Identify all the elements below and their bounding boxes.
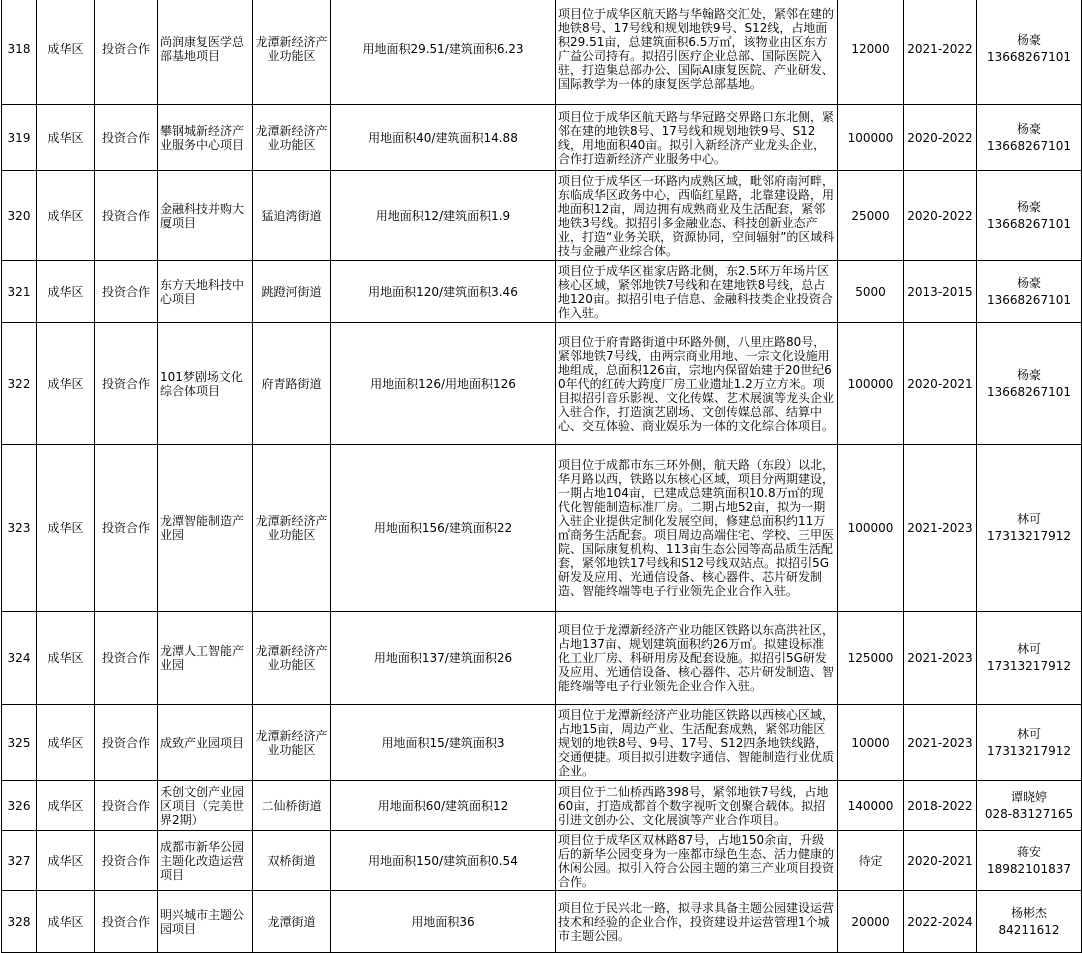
cell-no: 319 [2, 105, 37, 171]
cell-investment: 100000 [838, 445, 904, 612]
contact-phone: 17313217912 [987, 529, 1071, 543]
cell-district: 成华区 [37, 831, 95, 891]
cell-contact [977, 261, 1082, 323]
cell-area: 用地面积156/建筑面积22 [331, 445, 556, 612]
cell-contact [977, 612, 1082, 705]
cell-project-name: 金融科技并购大厦项目 [158, 171, 253, 261]
cell-area: 用地面积137/建筑面积26 [331, 612, 556, 705]
contact-name: 杨豪 [1016, 121, 1041, 136]
cell-project-name: 攀钢城新经济产业服务中心项目 [158, 105, 253, 171]
cell-period: 2021-2023 [904, 612, 977, 705]
cell-description: 项目位于府青路街道中环路外侧，八里庄路80号，紧邻地铁7号线，由两宗商业用地、一宗文化设施用地组成，总面积126亩，宗地内保留始建于20世纪60年代的红砖大跨度厂房工业遗址1.2万立方米。项目拟招引音乐影视、文化传媒、艺术展演等龙头企业入驻合作，打造演艺剧场、文创传媒总部、结算中心、交互体验、商业娱乐为一体的文化综合体项目。 [556, 323, 838, 445]
cell-period: 2022-2024 [904, 891, 977, 953]
cell-district: 成华区 [37, 445, 95, 612]
cell-period: 2018-2022 [904, 781, 977, 831]
cell-location: 府青路街道 [253, 323, 331, 445]
table-row [2, 781, 1082, 831]
cell-location: 双桥街道 [253, 831, 331, 891]
cell-mode: 投资合作 [95, 891, 158, 953]
cell-area: 用地面积120/建筑面积3.46 [331, 261, 556, 323]
cell-project-name: 成致产业园项目 [158, 705, 253, 781]
cell-period: 2021-2023 [904, 705, 977, 781]
cell-mode: 投资合作 [95, 705, 158, 781]
cell-project-name: 龙潭人工智能产业园 [158, 612, 253, 705]
contact-name: 林可 [1016, 726, 1041, 741]
table-body [2, 0, 1082, 953]
cell-mode: 投资合作 [95, 323, 158, 445]
cell-description: 项目位于成华区双林路87号，占地150余亩，升级后的新华公园变身为一座都市绿色生态、活力健康的休闲公园。拟引入符合公园主题的第三产业项目投资合作。 [556, 831, 838, 891]
project-table [1, 0, 1082, 953]
cell-project-name: 尚润康复医学总部基地项目 [158, 0, 253, 105]
cell-period: 2021-2023 [904, 445, 977, 612]
contact-name: 杨豪 [1016, 199, 1041, 214]
cell-contact [977, 705, 1082, 781]
cell-contact [977, 171, 1082, 261]
cell-area: 用地面积150/建筑面积0.54 [331, 831, 556, 891]
cell-mode: 投资合作 [95, 105, 158, 171]
cell-investment: 140000 [838, 781, 904, 831]
table-row [2, 261, 1082, 323]
cell-project-name: 龙潭智能制造产业园 [158, 445, 253, 612]
cell-description: 项目位于龙潭新经济产业功能区铁路以西核心区域，占地15亩，周边产业、生活配套成熟，紧邻功能区规划的地铁8号、9号、17号、S12四条地铁线路，交通便捷。项目拟引进数字通信、智能制造行业优质企业。 [556, 705, 838, 781]
cell-investment: 12000 [838, 0, 904, 105]
contact-name: 杨豪 [1016, 275, 1041, 290]
cell-no: 328 [2, 891, 37, 953]
cell-period: 2020-2022 [904, 105, 977, 171]
cell-no: 322 [2, 323, 37, 445]
cell-description: 项目位于成华区崔家店路北侧，东2.5环万年场片区核心区域，紧邻地铁7号线和在建地铁8号线，总占地120亩。拟招引电子信息、金融科技类企业投资合作入驻。 [556, 261, 838, 323]
contact-phone: 17313217912 [987, 743, 1071, 758]
cell-investment: 10000 [838, 705, 904, 781]
cell-description: 项目位于成华区航天路与华翰路交汇处，紧邻在建的地铁8号、17号线和规划地铁9号、S12线，占地面积29.51亩，总建筑面积6.5万㎡，该物业由区东方广益公司持有。拟招引医疗企业总部、国际医院入驻，打造集总部办公、国际AI康复医院、产业研发、国际教学为一体的康复医学总部基地。 [556, 0, 838, 105]
cell-district: 成华区 [37, 0, 95, 105]
table-row [2, 323, 1082, 445]
cell-investment: 25000 [838, 171, 904, 261]
cell-period: 2021-2022 [904, 0, 977, 105]
cell-project-name: 明兴城市主题公园项目 [158, 891, 253, 953]
contact-name: 蒋安 [1016, 844, 1041, 859]
cell-district: 成华区 [37, 891, 95, 953]
contact-phone: 18982101837 [987, 861, 1071, 876]
cell-location: 龙潭新经济产业功能区 [253, 0, 331, 105]
cell-mode: 投资合作 [95, 171, 158, 261]
contact-phone: 84211612 [998, 922, 1060, 937]
cell-contact [977, 891, 1082, 953]
contact-name: 林可 [1016, 642, 1041, 656]
cell-no: 323 [2, 445, 37, 612]
table-row [2, 105, 1082, 171]
cell-investment: 125000 [838, 612, 904, 705]
cell-no: 320 [2, 171, 37, 261]
contact-phone: 13668267101 [987, 292, 1071, 307]
contact-name: 杨豪 [1016, 33, 1041, 47]
cell-location: 二仙桥街道 [253, 781, 331, 831]
cell-district: 成华区 [37, 323, 95, 445]
cell-district: 成华区 [37, 781, 95, 831]
cell-area: 用地面积126/用地面积126 [331, 323, 556, 445]
cell-area: 用地面积12/建筑面积1.9 [331, 171, 556, 261]
cell-description: 项目位于龙潭新经济产业功能区铁路以东高洪社区，占地137亩、规划建筑面积约26万㎡。拟建设标准化工业厂房、科研用房及配套设施。拟招引5G研发及应用、光通信设备、核心器件、芯片研发制造、智能终端等电子行业领先企业合作入驻。 [556, 612, 838, 705]
cell-area: 用地面积36 [331, 891, 556, 953]
cell-project-name: 东方天地科技中心项目 [158, 261, 253, 323]
cell-project-name: 禾创文创产业园区项目（完美世界2期） [158, 781, 253, 831]
cell-area: 用地面积15/建筑面积3 [331, 705, 556, 781]
cell-location: 龙潭街道 [253, 891, 331, 953]
contact-name: 杨豪 [1016, 367, 1041, 382]
cell-contact [977, 323, 1082, 445]
cell-investment: 100000 [838, 105, 904, 171]
table-row [2, 445, 1082, 612]
cell-location: 猛追湾街道 [253, 171, 331, 261]
cell-no: 318 [2, 0, 37, 105]
cell-description: 项目位于成华区一环路内成熟区域，毗邻府南河畔，东临成华区政务中心，西临红星路，北靠建设路，用地面积12亩，周边拥有成熟商业及生活配套，紧邻地铁3号线。拟招引多金融业态、科技创新业态产业，打造“业务关联，资源协同，空间辐射”的区域科技与金融产业综合体。 [556, 171, 838, 261]
cell-district: 成华区 [37, 705, 95, 781]
cell-district: 成华区 [37, 171, 95, 261]
table-row [2, 612, 1082, 705]
cell-location: 跳蹬河街道 [253, 261, 331, 323]
cell-description: 项目位于民兴北一路，拟寻求具备主题公园建设运营技术和经验的企业合作，投资建设并运营管理1个城市主题公园。 [556, 891, 838, 953]
cell-investment: 100000 [838, 323, 904, 445]
cell-no: 324 [2, 612, 37, 705]
cell-mode: 投资合作 [95, 831, 158, 891]
cell-investment: 20000 [838, 891, 904, 953]
cell-period: 2013-2015 [904, 261, 977, 323]
cell-period: 2020-2021 [904, 831, 977, 891]
cell-no: 327 [2, 831, 37, 891]
cell-no: 325 [2, 705, 37, 781]
cell-district: 成华区 [37, 612, 95, 705]
cell-description: 项目位于成华区航天路与华冠路交界路口东北侧，紧邻在建的地铁8号、17号线和规划地铁9号、S12线，用地面积40亩。拟引入新经济产业龙头企业，合作打造新经济产业服务中心。 [556, 105, 838, 171]
contact-name: 林可 [1016, 512, 1041, 526]
cell-no: 321 [2, 261, 37, 323]
cell-contact [977, 831, 1082, 891]
cell-contact [977, 0, 1082, 105]
cell-period: 2020-2021 [904, 323, 977, 445]
cell-area: 用地面积29.51/建筑面积6.23 [331, 0, 556, 105]
cell-project-name: 成都市新华公园主题化改造运营项目 [158, 831, 253, 891]
contact-phone: 13668267101 [987, 384, 1071, 399]
contact-phone: 13668267101 [987, 216, 1071, 231]
table-row [2, 831, 1082, 891]
cell-location: 龙潭新经济产业功能区 [253, 612, 331, 705]
cell-period: 2020-2022 [904, 171, 977, 261]
cell-no: 326 [2, 781, 37, 831]
cell-contact [977, 105, 1082, 171]
contact-phone: 028-83127165 [984, 806, 1074, 821]
contact-name: 杨彬杰 [1010, 905, 1047, 920]
contact-name: 谭晓婷 [1010, 789, 1047, 804]
contact-phone: 17313217912 [987, 659, 1071, 673]
contact-phone: 13668267101 [987, 50, 1071, 64]
cell-description: 项目位于二仙桥西路398号，紧邻地铁7号线，占地60亩，打造成都首个数字视听文创聚合载体。拟招引进文创办公、文化展演等产业合作项目。 [556, 781, 838, 831]
cell-mode: 投资合作 [95, 445, 158, 612]
cell-location: 龙潭新经济产业功能区 [253, 105, 331, 171]
cell-location: 龙潭新经济产业功能区 [253, 445, 331, 612]
cell-investment: 待定 [838, 831, 904, 891]
table-row [2, 0, 1082, 105]
cell-district: 成华区 [37, 261, 95, 323]
contact-phone: 13668267101 [987, 138, 1071, 153]
cell-mode: 投资合作 [95, 612, 158, 705]
cell-project-name: 101梦剧场文化综合体项目 [158, 323, 253, 445]
cell-location: 龙潭新经济产业功能区 [253, 705, 331, 781]
cell-area: 用地面积40/建筑面积14.88 [331, 105, 556, 171]
table-row [2, 171, 1082, 261]
cell-district: 成华区 [37, 105, 95, 171]
cell-mode: 投资合作 [95, 261, 158, 323]
table-row [2, 705, 1082, 781]
cell-mode: 投资合作 [95, 0, 158, 105]
cell-area: 用地面积60/建筑面积12 [331, 781, 556, 831]
cell-investment: 5000 [838, 261, 904, 323]
cell-contact [977, 781, 1082, 831]
cell-contact [977, 445, 1082, 612]
table-row [2, 891, 1082, 953]
cell-mode: 投资合作 [95, 781, 158, 831]
cell-description: 项目位于成都市东三环外侧，航天路（东段）以北，华月路以西，铁路以东核心区域，项目分两期建设，一期占地104亩，已建成总建筑面积10.8万㎡的现代化智能制造标准厂房。二期占地52亩，拟为一期入驻企业提供定制化发展空间，修建总面积约11万㎡商务生活配套。项目周边高端住宅、学校、三甲医院、国际康复机构、113亩生态公园等高品质生活配套，紧邻地铁17号线和S12号线双站点。拟招引5G研发及应用、光通信设备、核心器件、芯片研发制造、智能终端等电子行业领先企业合作入驻。 [556, 445, 838, 612]
